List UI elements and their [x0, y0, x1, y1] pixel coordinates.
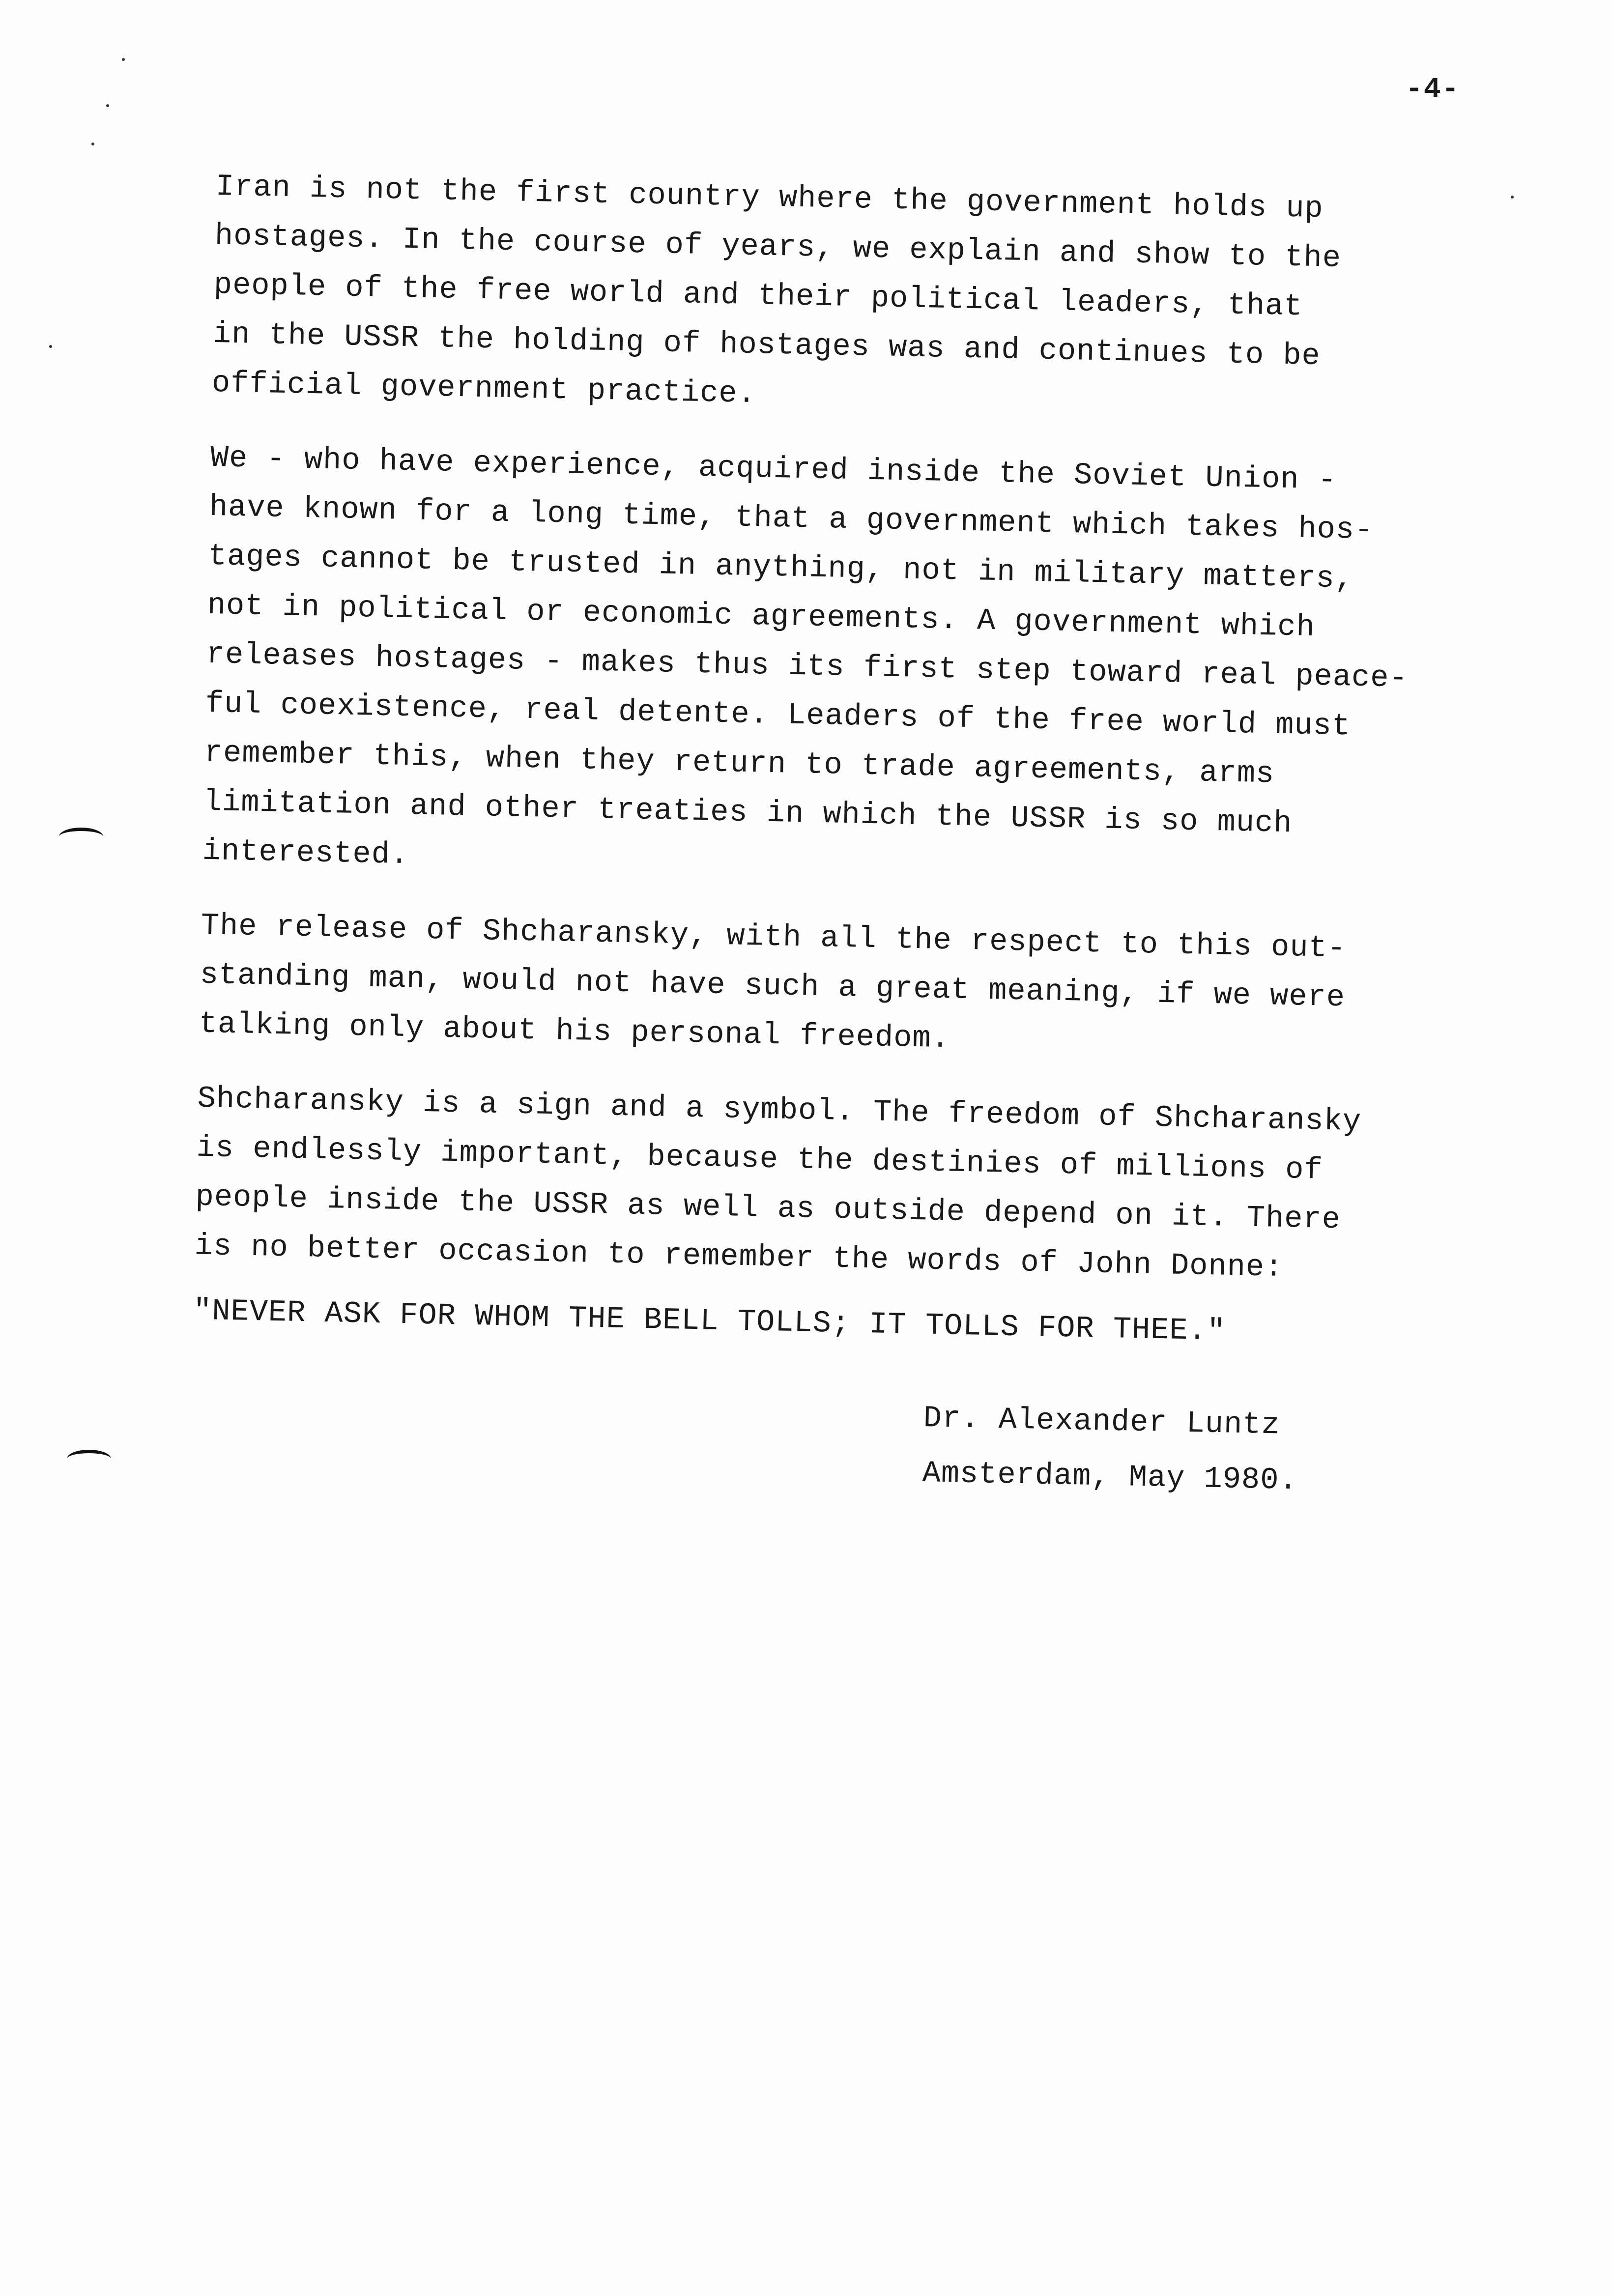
letter-body: [192, 162, 1553, 1388]
paragraph-symbol: Shcharansky is a sign and a symbol. The freedom of Shcharansky is endlessly important, because the destinies of millions of people inside the USSR as well as outside depend on it. There is no better occasion to remember the words of John Donne:: [194, 1081, 1362, 1286]
donne-quote: "NEVER ASK FOR WHOM THE BELL TOLLS; IT TOLLS FOR THEE.": [193, 1293, 1226, 1349]
punch-hole-mark: [67, 1450, 111, 1468]
place-date: Amsterdam, May 1980.: [921, 1455, 1298, 1498]
margin-speck: [106, 104, 109, 107]
paragraph-hostages: Iran is not the first country where the government holds up hostages. In the course of years, we explain and show to the people of the free world and their political leaders, that in the USSR the holding of hostages was and continues to be official government practice.: [211, 169, 1342, 412]
margin-speck: [49, 345, 52, 348]
paragraph-release: The release of Shcharansky, with all the respect to this out- standing man, would not have such a great meaning, if we were talking only about his personal freedom.: [199, 908, 1347, 1057]
margin-speck: [122, 58, 125, 61]
paragraph-experience: We - who have experience, acquired inside the Soviet Union - have known for a long time, that a government which takes hos- tages cannot be trusted in anything, not in military matters, not in political or economic agreements. A government which releases hostages - makes thus its first step toward real peace- ful coexistence, real detente. Leaders of the free world must remember this, when they return to trade agreements, arms limitation and other treaties in which the USSR is so much interested.: [202, 440, 1409, 873]
author-name: Dr. Alexander Luntz: [923, 1400, 1281, 1443]
margin-speck: [91, 143, 94, 145]
signature-block: [922, 1391, 1299, 1508]
page-number: -4-: [1406, 74, 1460, 106]
punch-hole-mark: [59, 828, 103, 846]
